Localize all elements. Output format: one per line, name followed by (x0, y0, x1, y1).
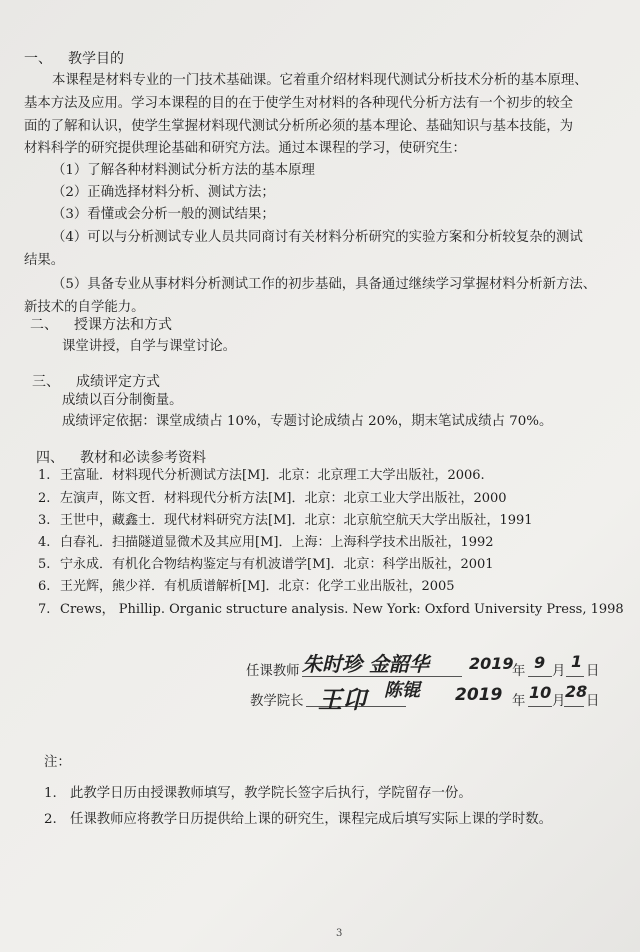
section-number: 三、 (32, 374, 60, 390)
dean-date-year: 2019 (455, 685, 503, 705)
teacher-date-year: 2019 (469, 654, 514, 673)
month-line (528, 706, 552, 707)
reference-index: 1. (38, 468, 51, 483)
section-body: 课堂讲授，自学与课堂讨论。 (62, 339, 237, 354)
section-number: 二、 (30, 317, 58, 333)
section-number: 一、 (24, 51, 52, 67)
teacher-signature: 朱时珍 金韶华 (302, 652, 429, 676)
year-word: 年 (512, 694, 526, 709)
page-number: 3 (336, 928, 343, 939)
reference-item (38, 534, 494, 552)
section-title: 授课方法和方式 (74, 317, 172, 333)
reference-text: 宁永成．有机化合物结构鉴定与有机波谱学[M]．北京：科学出版社，2001 (60, 557, 494, 572)
reference-index: 3. (38, 513, 51, 528)
month-word: 月 (552, 694, 566, 709)
teacher-date-month: 9 (534, 653, 546, 672)
note-text: 此教学日历由授课教师填写，教学院长签字后执行，学院留存一份。 (70, 786, 472, 801)
reference-index: 2. (38, 491, 51, 506)
day-line (564, 706, 584, 707)
reference-index: 6. (38, 579, 51, 594)
section-body: 成绩以百分制衡量。 (62, 393, 183, 408)
day-word: 日 (586, 664, 600, 679)
dean-date-month: 10 (529, 683, 552, 702)
reference-item (38, 512, 533, 530)
month-line (528, 676, 552, 677)
section-body: 成绩评定依据：课堂成绩占 10%，专题讨论成绩占 20%，期末笔试成绩占 70%。 (62, 414, 553, 429)
reference-text: Crews， Phillip. Organic structure analysis. New York: Oxford University Press, 1998 (60, 602, 624, 617)
list-item: （5）具备专业从事材料分析测试工作的初步基础，具备通过继续学习掌握材料分析新方法、 (52, 277, 597, 292)
dean-signature: 王卬 (318, 686, 366, 714)
reference-text: 白春礼．扫描隧道显微术及其应用[M]．上海：上海科学技术出版社，1992 (60, 535, 494, 550)
reference-index: 7. (38, 602, 51, 617)
section-title: 教材和必读参考资料 (80, 450, 206, 466)
section-title: 教学目的 (68, 51, 124, 67)
paragraph-line: 材料科学的研究提供理论基础和研究方法。通过本课程的学习，使研究生： (24, 141, 466, 156)
reference-item (38, 490, 507, 508)
section-number: 四、 (36, 450, 64, 466)
list-item: （3）看懂或会分析一般的测试结果； (52, 207, 275, 222)
note-text: 任课教师应将教学日历提供给上课的研究生，课程完成后填写实际上课的学时数。 (70, 812, 553, 827)
reference-text: 王光辉，熊少祥．有机质谱解析[M]．北京：化学工业出版社，2005 (60, 579, 455, 594)
note-index: 1. (44, 786, 57, 801)
note-item (44, 785, 472, 803)
reference-item (38, 601, 624, 619)
list-item: （4）可以与分析测试专业人员共同商讨有关材料分析研究的实验方案和分析较复杂的测试 (52, 230, 583, 245)
reference-text: 王世中，藏鑫士．现代材料研究方法[M]．北京：北京航空航天大学出版社，1991 (60, 513, 533, 528)
reference-index: 5. (38, 557, 51, 572)
section-heading-4 (36, 449, 206, 467)
reference-index: 4. (38, 535, 51, 550)
section-heading-1 (24, 50, 124, 68)
month-word: 月 (552, 664, 566, 679)
reference-text: 王富耻．材料现代分析测试方法[M]．北京：北京理工大学出版社，2006. (60, 468, 485, 483)
teacher-signature-2: 陈锟 (384, 680, 420, 701)
dean-label: 教学院长 (250, 694, 304, 709)
reference-item (38, 578, 455, 596)
reference-text: 左演声，陈文哲．材料现代分析方法[M]．北京：北京工业大学出版社，2000 (60, 491, 507, 506)
teacher-label: 任课教师 (246, 664, 300, 679)
notes-label: 注： (44, 755, 71, 770)
list-item: 结果。 (24, 253, 65, 268)
section-heading-3 (32, 373, 160, 391)
note-item (44, 811, 552, 829)
list-item: （1）了解各种材料测试分析方法的基本原理 (52, 163, 315, 178)
paragraph-line: 本课程是材料专业的一门技术基础课。它着重介绍材料现代测试分析技术分析的基本原理、 (52, 73, 588, 88)
note-index: 2. (44, 812, 57, 827)
day-word: 日 (586, 694, 600, 709)
section-title: 成绩评定方式 (76, 374, 160, 390)
reference-item (38, 556, 494, 574)
paragraph-line: 基本方法及应用。学习本课程的目的在于使学生对材料的各种现代分析方法有一个初步的较全 (24, 96, 574, 111)
teacher-date-day: 1 (571, 652, 583, 671)
dean-date-day: 28 (565, 682, 588, 701)
year-word: 年 (512, 664, 526, 679)
day-line (566, 676, 584, 677)
list-item: 新技术的自学能力。 (24, 300, 145, 315)
list-item: （2）正确选择材料分析、测试方法； (52, 185, 275, 200)
reference-item (38, 467, 485, 485)
paragraph-line: 面的了解和认识，使学生掌握材料现代测试分析所必须的基本理论、基础知识与基本技能，为 (24, 119, 574, 134)
section-heading-2 (30, 316, 172, 334)
